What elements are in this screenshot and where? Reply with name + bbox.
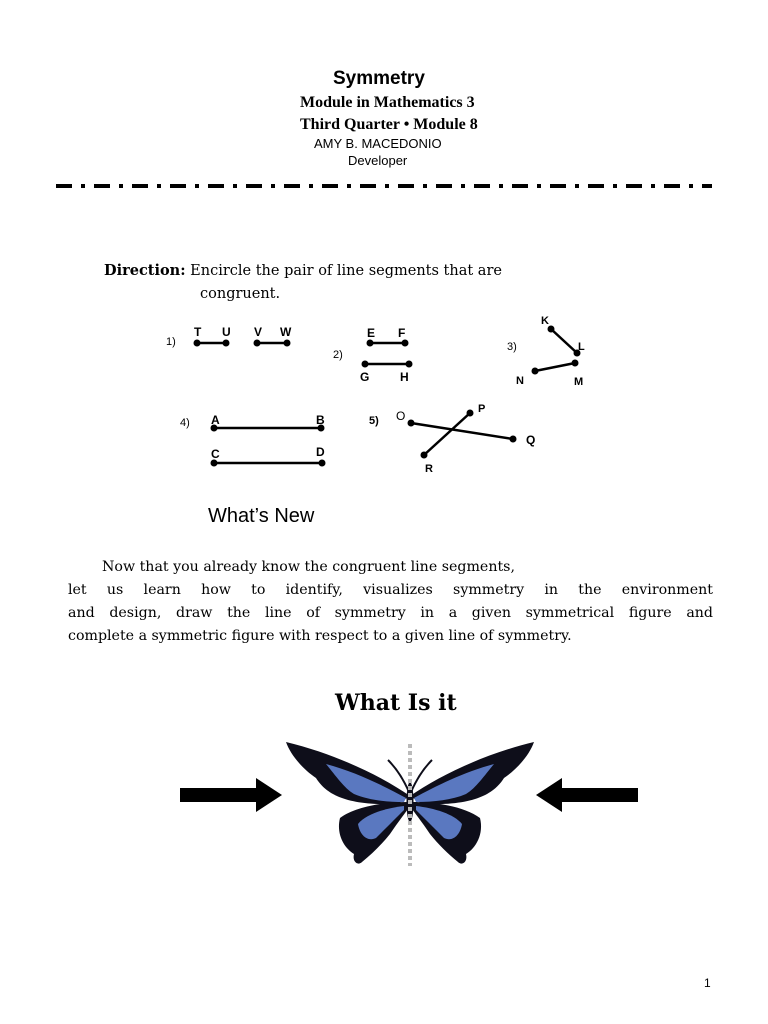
point-g (362, 361, 369, 368)
label-f: F (398, 326, 406, 340)
line-segments-exercise (150, 305, 585, 485)
label-w: W (280, 325, 292, 339)
label-d: D (316, 445, 325, 459)
point-v (254, 340, 261, 347)
item-number: 3) (507, 341, 517, 353)
label-m: M (574, 376, 584, 388)
point-u (223, 340, 230, 347)
paragraph-line-1: Now that you already know the congruent line segments, (102, 559, 515, 575)
label-q: Q (526, 433, 536, 447)
direction-line2: congruent. (200, 286, 281, 302)
dash-dot-divider (56, 178, 712, 194)
direction-label: Direction: (104, 262, 186, 279)
butterfly-symmetry-figure (176, 736, 642, 870)
label-b: B (316, 413, 325, 427)
item-number: 2) (333, 349, 343, 361)
label-o: O (396, 409, 406, 423)
what-is-it-heading: What Is it (335, 690, 457, 716)
module-subtitle: Module in Mathematics 3 (300, 94, 475, 111)
author-role: Developer (348, 153, 408, 168)
direction-line1: Encircle the pair of line segments that are (190, 263, 502, 279)
label-r: R (425, 463, 433, 475)
segment-pair-1 (166, 325, 292, 348)
label-g: G (360, 370, 370, 384)
point-t (194, 340, 201, 347)
label-c: C (211, 447, 220, 461)
point-e (367, 340, 374, 347)
author-name: AMY B. MACEDONIO (314, 136, 442, 151)
label-h: H (400, 370, 409, 384)
right-pointing-arrow-icon (180, 778, 282, 812)
segment-pair-5 (369, 403, 535, 475)
label-v: V (254, 325, 263, 339)
label-u: U (222, 325, 231, 339)
point-h (406, 361, 413, 368)
segment-pair-2 (333, 326, 413, 384)
whats-new-heading: What’s New (208, 505, 315, 527)
direction-text (104, 259, 624, 306)
point-f (402, 340, 409, 347)
item-number: 1) (166, 336, 176, 348)
point-r (421, 452, 428, 459)
segment-nm (535, 363, 575, 371)
paragraph-line-2: let us learn how to identify, visualizes symmetry in the environment (68, 582, 713, 598)
paragraph-line-3: and design, draw the line of symmetry in a given symmetrical figure and (68, 605, 713, 621)
point-o-end (408, 420, 415, 427)
point-m (572, 360, 579, 367)
label-e: E (367, 326, 376, 340)
point-q (510, 436, 517, 443)
label-n: N (516, 375, 524, 387)
left-pointing-arrow-icon (536, 778, 638, 812)
item-number: 5) (369, 415, 379, 427)
whats-new-paragraph (68, 556, 713, 648)
page-number: 1 (704, 976, 711, 990)
quarter-subtitle: Third Quarter • Module 8 (300, 116, 478, 133)
segment-pr (424, 413, 470, 455)
point-p (467, 410, 474, 417)
point-w (284, 340, 291, 347)
label-l: L (578, 341, 585, 353)
item-number: 4) (180, 417, 190, 429)
label-t: T (194, 325, 202, 339)
segment-pair-4 (180, 413, 326, 467)
segment-pair-3 (507, 315, 585, 388)
segment-oq (411, 423, 513, 439)
label-k: K (541, 315, 549, 327)
label-a: A (211, 413, 220, 427)
segment-kl (551, 329, 577, 353)
point-n (532, 368, 539, 375)
point-d (319, 460, 326, 467)
page-title: Symmetry (333, 68, 425, 89)
paragraph-line-4: complete a symmetric figure with respect to a given line of symmetry. (68, 628, 572, 644)
label-p: P (478, 403, 486, 415)
